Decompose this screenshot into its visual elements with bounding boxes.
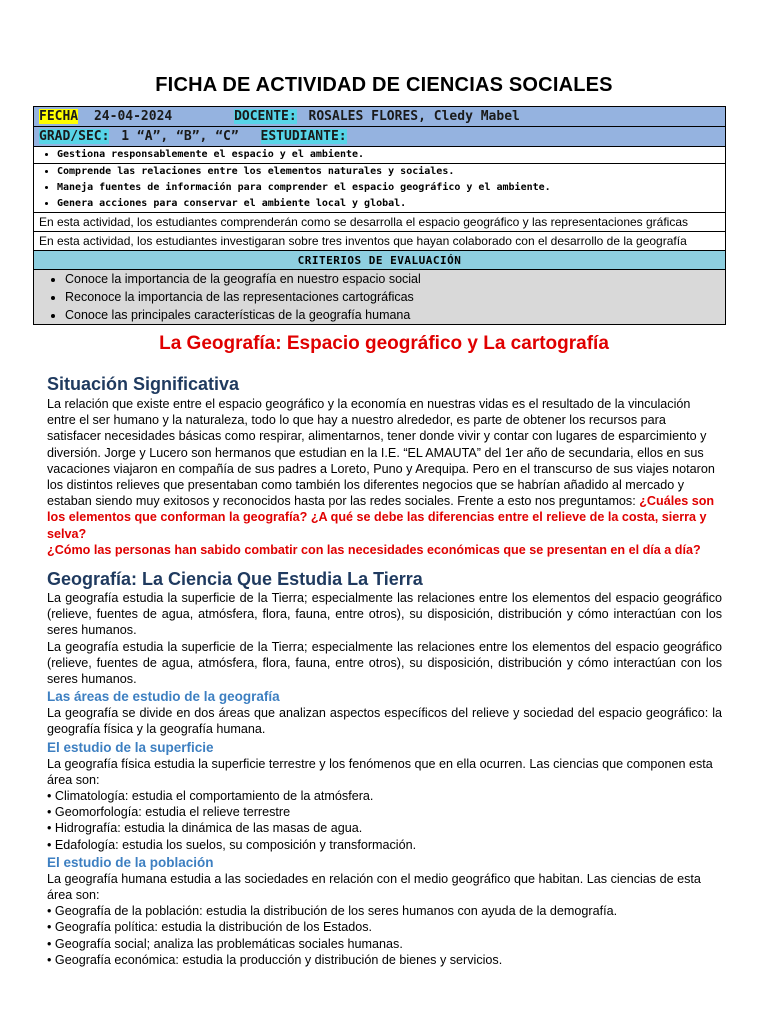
geografia-paragraph-1: La geografía estudia la superficie de la Tierra; especialmente las relaciones entre los elementos del espacio geográfico (relieve, fuentes de agua, atmósfera, flora, fauna, entre otros), su disposición, distribución y cómo interactúan con los seres humanos. (47, 591, 722, 638)
poblacion-text: La geografía humana estudia a las sociedades en relación con el medio geográfico que habitan. Las ciencias de esta área son: (47, 871, 701, 903)
geografia-heading: Geografía: La Ciencia Que Estudia La Tierra (47, 569, 423, 590)
header-table (33, 106, 726, 325)
situacion-heading: Situación Significativa (47, 374, 240, 394)
geografia-paragraph-2: La geografía estudia la superficie de la Tierra; especialmente las relaciones entre los elementos del espacio geográfico (relieve, fuentes de agua, atmósfera, flora, fauna, entre otros), su disposición, distribución y cómo interactúan con los seres humanos. (47, 639, 722, 687)
criterio-item: • Conoce la importancia de la geografía en nuestro espacio social (65, 270, 720, 288)
capacidad-item: • Genera acciones para conservar el ambiente local y global. (57, 196, 720, 212)
estudiante-label: ESTUDIANTE: (260, 129, 347, 144)
capacidad-item: • Comprende las relaciones entre los elementos naturales y sociales. (57, 164, 720, 180)
header-row-grado (34, 127, 726, 147)
superficie-heading: El estudio de la superficie (47, 739, 214, 755)
situacion-question-2: ¿Cómo las personas han sabido combatir con las necesidades económicas que se presentan en el día a día? (47, 542, 701, 557)
list-item: • Climatología: estudia el comportamiento de la atmósfera. (47, 789, 374, 804)
competencia-item: • Gestiona responsablemente el espacio y el ambiente. (57, 147, 720, 163)
poblacion-heading: El estudio de la población (47, 854, 214, 870)
list-item: • Edafología: estudia los suelos, su composición y transformación. (47, 837, 417, 852)
proposito-1: En esta actividad, los estudiantes comprenderán como se desarrolla el espacio geográfico y las representaciones gráficas (34, 213, 726, 232)
list-item: • Geografía política: estudia la distribución de los Estados. (47, 920, 373, 935)
capacidades-row (34, 164, 726, 213)
proposito-row-2 (34, 232, 726, 251)
criterios-title: CRITERIOS DE EVALUACIÓN (34, 251, 726, 270)
capacidad-item: • Maneja fuentes de información para comprender el espacio geográfico y el ambiente. (57, 180, 720, 196)
criterios-header-row (34, 251, 726, 270)
list-item: • Hidrografía: estudia la dinámica de las masas de agua. (47, 821, 363, 836)
fecha-value: 24-04-2024 (93, 109, 173, 124)
superficie-text: La geografía física estudia la superficie terrestre y los fenómenos que en ella ocurren. Las ciencias que componen esta área son: (47, 756, 713, 787)
worksheet-title: FICHA DE ACTIVIDAD DE CIENCIAS SOCIALES (155, 74, 613, 96)
grad-label: GRAD/SEC: (39, 129, 110, 144)
criterio-item: • Conoce las principales características de la geografía humana (65, 306, 720, 324)
situacion-paragraph: La relación que existe entre el espacio geográfico y la economía en nuestras vidas es el resultado de la vinculación entre el ser humano y la naturaleza, todo lo que hay a nuestro alrededor, es parte de obtener los recursos para satisfacer necesidades básicas como respirar, alimentarnos, tener donde vivir y contar con lugares de esparcimiento y diversión. Jorge y Lucero son hermanos que estudian en la I.E. “EL AMAUTA” del 1er año de secundaria, ellos en sus vacaciones viajaron en compañía de sus padres a Loreto, Puno y Arequipa. Pero en el transcurso de sus viajes notaron los distintos relieves que presentaban como también los diferentes negocios que se habrían añadido al mercado y estaban siendo muy exitosos y reconocidos hasta por las redes sociales. Frente a esto nos preguntamos: (47, 397, 715, 509)
grad-value: 1 “A”, “B”, “C” (121, 129, 239, 144)
proposito-row-1 (34, 213, 726, 232)
list-item: • Geografía social; analiza las problemáticas sociales humanas. (47, 936, 403, 951)
situacion-text (47, 396, 722, 542)
main-title: La Geografía: Espacio geográfico y La cartografía (159, 333, 609, 354)
situacion-question-1: ¿Cuáles son los elementos que conforman la geografía? ¿A qué se debe las diferencias entre el relieve de la costa, sierra y selva? (47, 494, 715, 541)
criterios-list (39, 270, 720, 324)
fecha-label: FECHA (39, 109, 79, 124)
criterio-item: • Reconoce la importancia de las representaciones cartográficas (65, 288, 720, 306)
content-body (47, 373, 722, 968)
competencia-row (34, 147, 726, 164)
areas-heading: Las áreas de estudio de la geografía (47, 689, 280, 705)
list-item: • Geografía económica: estudia la producción y distribución de bienes y servicios. (47, 952, 503, 967)
proposito-2: En esta actividad, los estudiantes investigaran sobre tres inventos que hayan colaborado con el desarrollo de la geografía (34, 232, 726, 251)
header-row-fecha (34, 107, 726, 127)
criterios-row (34, 270, 726, 325)
areas-text: La geografía se divide en dos áreas que analizan aspectos específicos del relieve y sociedad del espacio geográfico: la geografía física y la geografía humana. (47, 706, 722, 737)
capacidades-list (39, 164, 720, 212)
docente-label: DOCENTE: (234, 109, 297, 124)
list-item: • Geomorfología: estudia el relieve terrestre (47, 805, 291, 820)
superficie-list (47, 788, 722, 853)
docente-value: ROSALES FLORES, Cledy Mabel (308, 109, 520, 124)
list-item: • Geografía de la población: estudia la distribución de los seres humanos con ayuda de la demografía. (47, 904, 618, 919)
poblacion-list (47, 903, 722, 968)
